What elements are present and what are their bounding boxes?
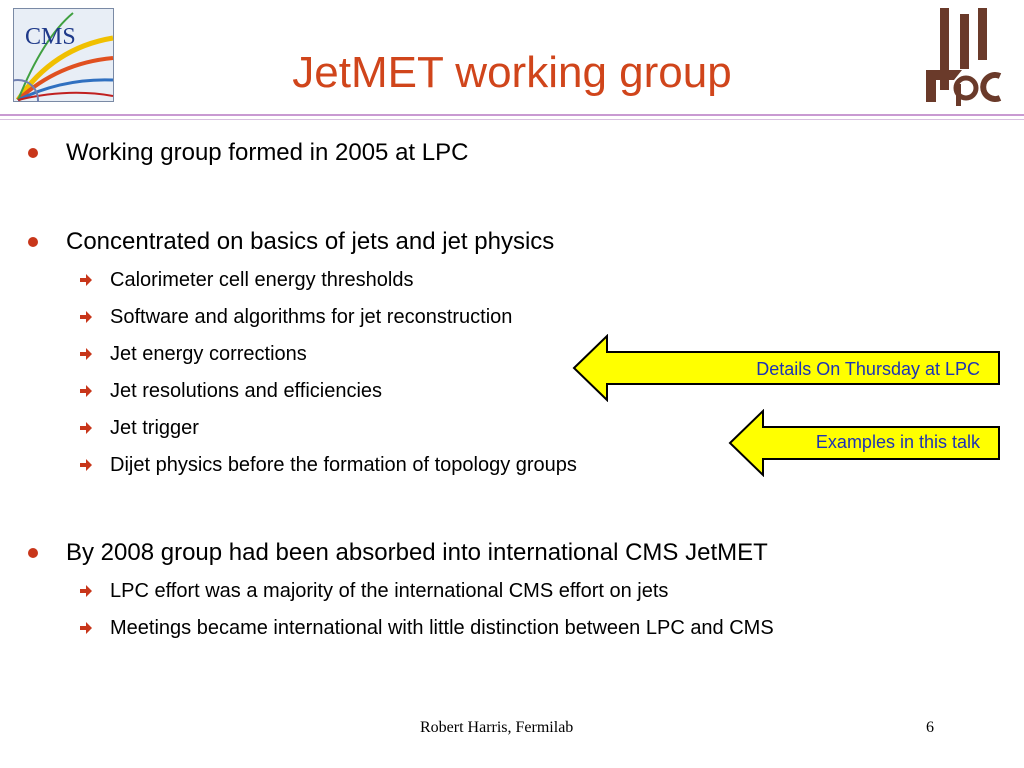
bullet-dot-icon	[28, 548, 38, 558]
bullet-text: Working group formed in 2005 at LPC	[66, 139, 469, 166]
sub-bullet-text: Jet trigger	[110, 417, 199, 439]
page-number: 6	[926, 719, 934, 736]
bullet-text: By 2008 group had been absorbed into international CMS JetMET	[66, 539, 768, 566]
sub-bullet-text: Dijet physics before the formation of topology groups	[110, 454, 577, 476]
right-arrow-icon	[80, 384, 92, 398]
sub-bullet-text: Software and algorithms for jet reconstruction	[110, 306, 513, 328]
sub-bullet-text: Jet resolutions and efficiencies	[110, 380, 383, 402]
sub-bullet-text: LPC effort was a majority of the international CMS effort on jets	[110, 580, 669, 602]
callout-text: Details On Thursday at LPC	[756, 359, 980, 379]
sub-bullet-text: Jet energy corrections	[110, 343, 307, 365]
bullet-text: Concentrated on basics of jets and jet physics	[66, 228, 555, 255]
right-arrow-icon	[80, 584, 92, 598]
right-arrow-icon	[80, 421, 92, 435]
slide-title: JetMET working group	[292, 48, 732, 97]
sub-bullet-text: Meetings became international with little distinction between LPC and CMS	[110, 617, 774, 639]
bullet-dot-icon	[28, 237, 38, 247]
title-rule-thin	[0, 119, 1024, 120]
right-arrow-icon	[80, 273, 92, 287]
sub-bullet-text: Calorimeter cell energy thresholds	[110, 269, 414, 291]
callout-text: Examples in this talk	[815, 432, 980, 452]
right-arrow-icon	[80, 458, 92, 472]
footer-author: Robert Harris, Fermilab	[420, 719, 574, 736]
right-arrow-icon	[80, 310, 92, 324]
callout-arrow-details	[571, 334, 1006, 402]
title-rule	[0, 114, 1024, 116]
right-arrow-icon	[80, 347, 92, 361]
bullet-dot-icon	[28, 148, 38, 158]
callout-arrow-examples	[727, 409, 1006, 477]
right-arrow-icon	[80, 621, 92, 635]
cms-logo-text: CMS	[25, 24, 76, 50]
